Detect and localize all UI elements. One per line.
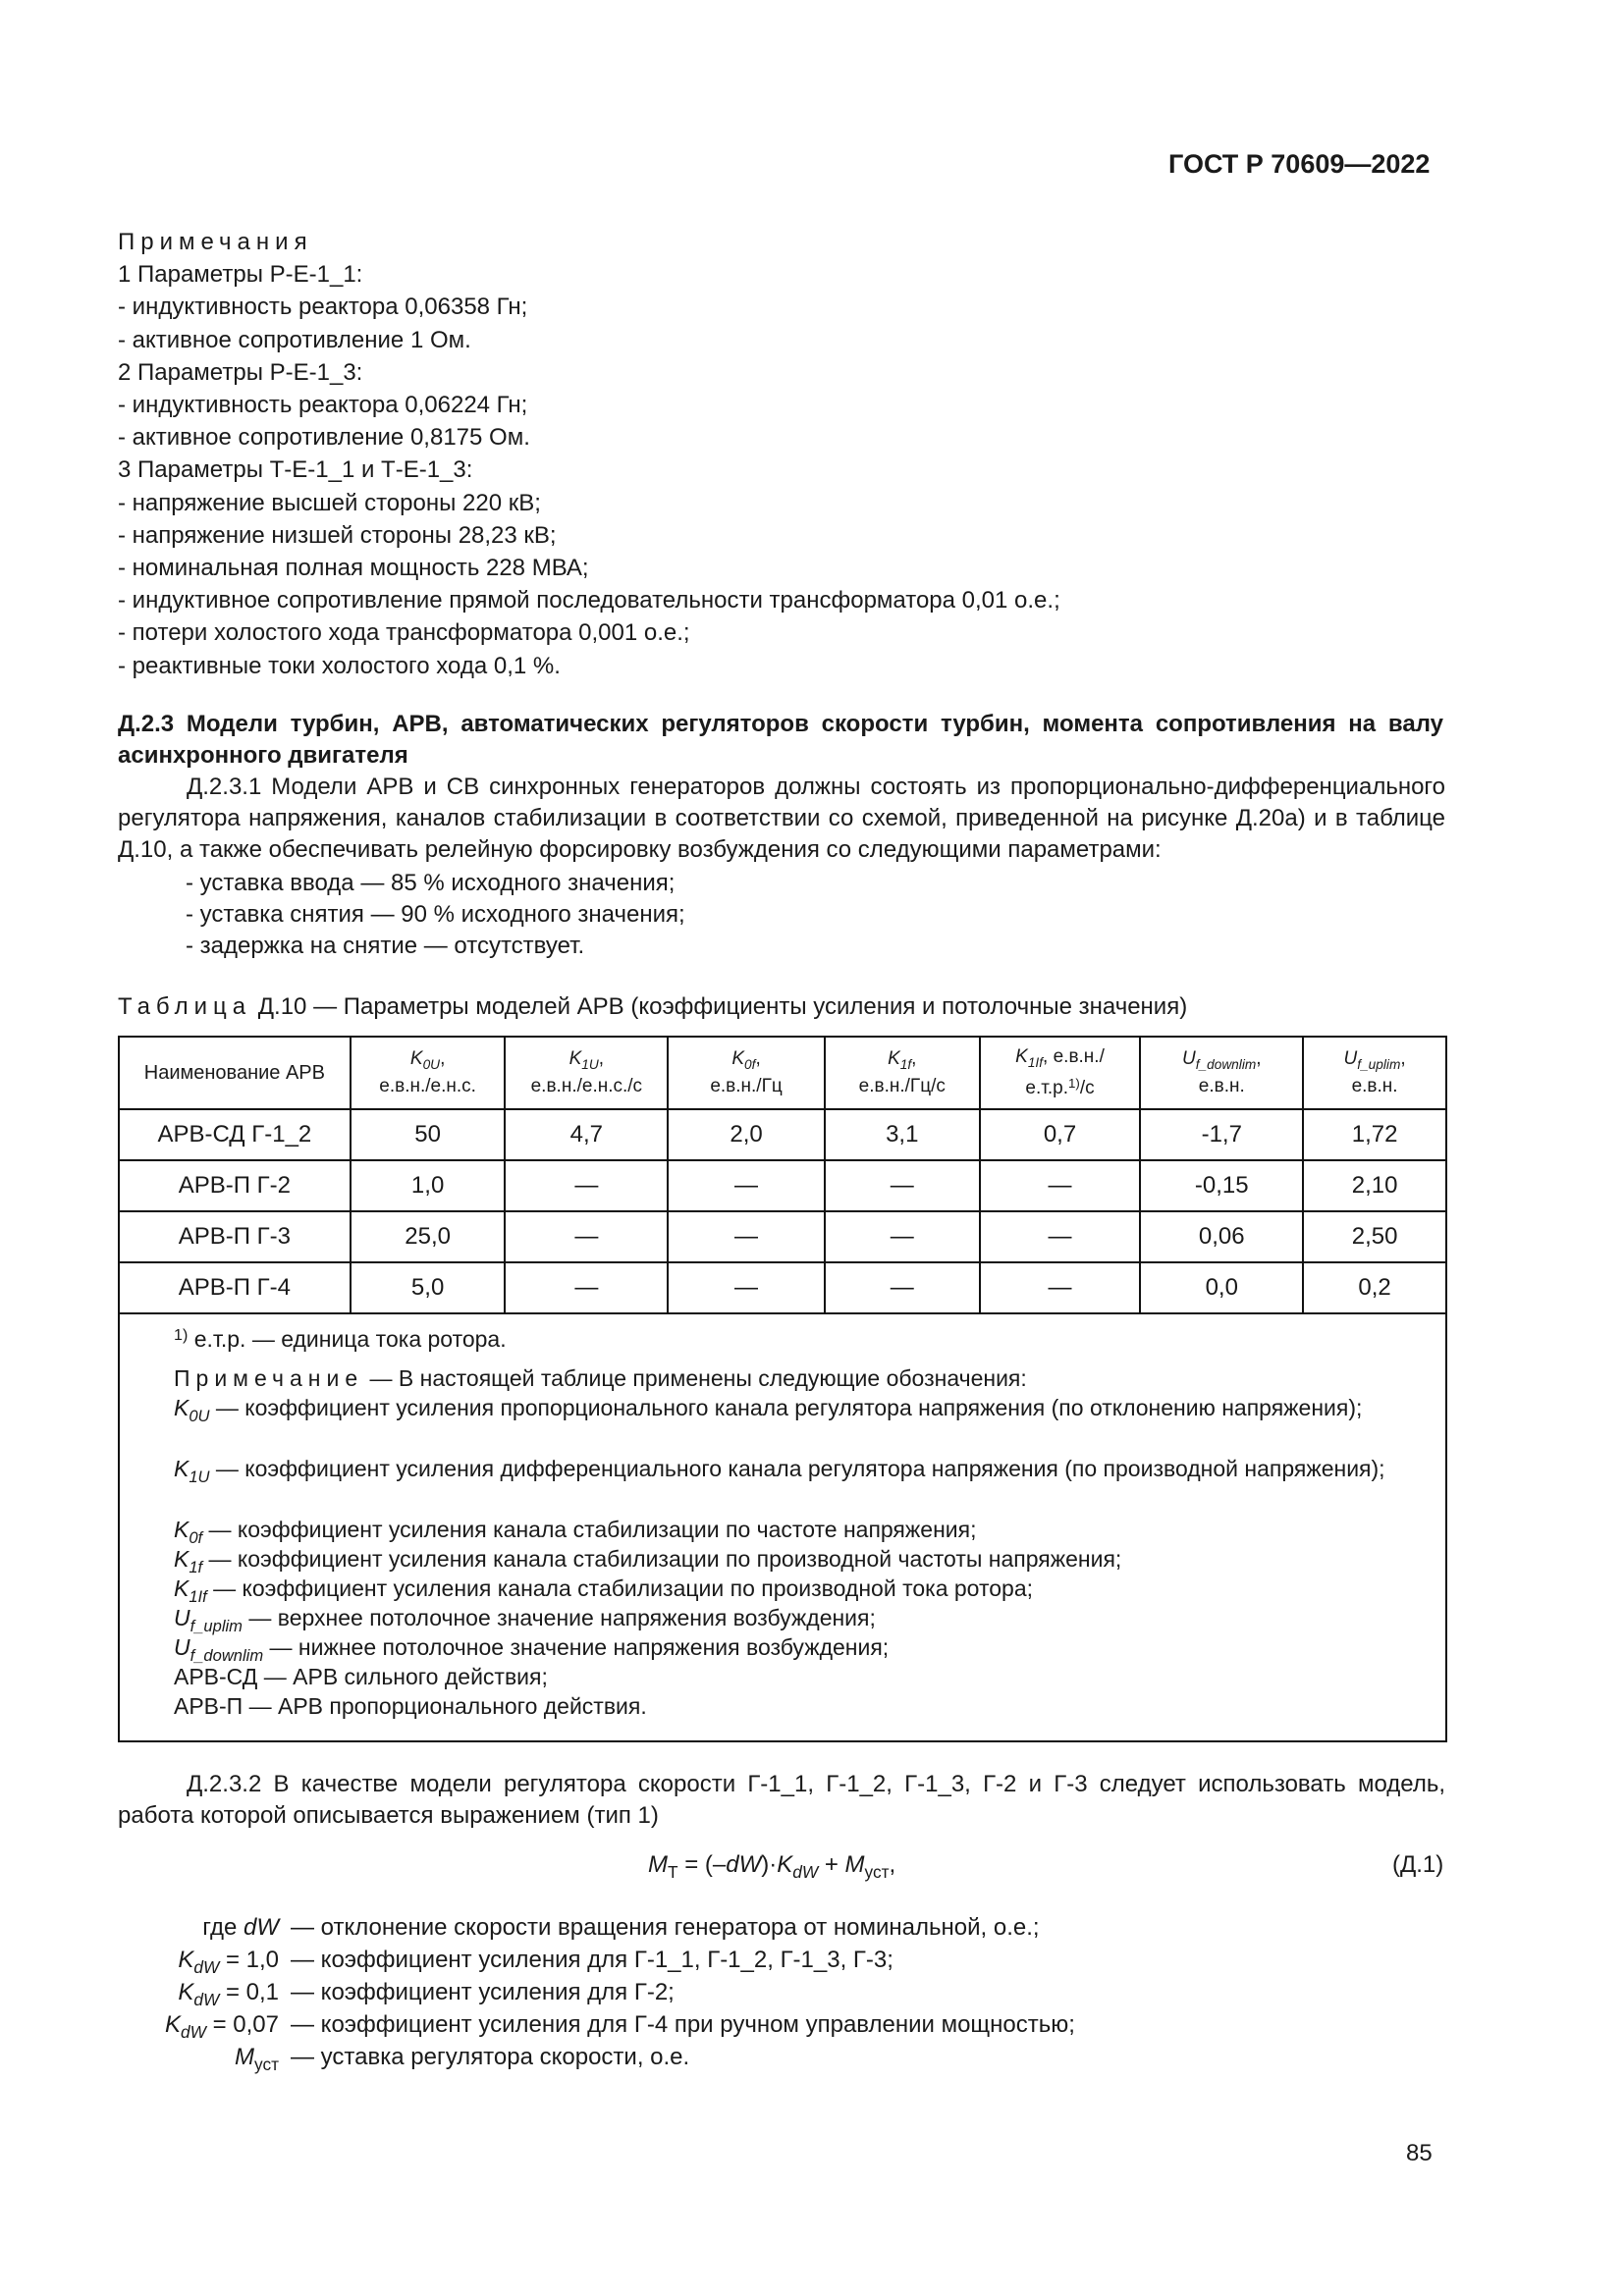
paragraph-d231: Д.2.3.1 Модели АРВ и СВ синхронных генераторов должны состоять из пропорционально-дифференциального регулятора напряжения, каналов стабилизации в соответствии со схемой, приведенной на рисунке Д.20а) и в таблице Д.10, а также обеспечивать релейную форсировку возбуждения со следующими параметрами: [118, 774, 1445, 863]
definition-k1f: $K_{1f}$ — коэффициент усиления канала стабилизации по производной частоты напряжения; [174, 1546, 1122, 1576]
table-cell: 2,10 [1303, 1160, 1446, 1211]
definition-uf-uplim: $U_{f\_uplim}$ — верхнее потолочное значение напряжения возбуждения; [174, 1605, 876, 1635]
where-item: $M_{уст}$ — уставка регулятора скорости, о.е. [235, 2044, 690, 2075]
table-cell: 0,0 [1140, 1262, 1303, 1313]
table-row [119, 1211, 1446, 1262]
table-note-intro: Примечание — В настоящей таблице применены следующие обозначения: [174, 1365, 1027, 1391]
table-cell: — [505, 1262, 668, 1313]
table-cell: — [505, 1211, 668, 1262]
definition-k0f: $K_{0f}$ — коэффициент усиления канала стабилизации по частоте напряжения; [174, 1517, 977, 1547]
notes-block [118, 226, 1060, 682]
table-cell: — [825, 1211, 980, 1262]
forcing-parameters-list [186, 868, 685, 962]
table-cell: АРВ-СД Г-1_2 [119, 1109, 351, 1160]
list-item: - уставка снятия — 90 % исходного значения; [186, 901, 685, 928]
col-header-k1if: $K_{1If}$, е.в.н./ е.т.р.$^{1)}$/с [980, 1037, 1141, 1109]
section-heading: Д.2.3 Модели турбин, АРВ, автоматических регуляторов скорости турбин, момента сопротивления на валу асинхронного двигателя [118, 711, 1443, 769]
note-line: 2 Параметры Р-Е-1_3: [118, 358, 363, 386]
note-line: - активное сопротивление 0,8175 Ом. [118, 424, 530, 452]
note-line: - напряжение низшей стороны 28,23 кВ; [118, 521, 557, 549]
table-cell: 1,0 [351, 1160, 506, 1211]
definition-k1if: $K_{1If}$ — коэффициент усиления канала стабилизации по производной тока ротора; [174, 1575, 1034, 1606]
table-cell: -1,7 [1140, 1109, 1303, 1160]
where-item: $K_{dW} = 0,1$ — коэффициент усиления для Г-2; [178, 1979, 675, 2010]
table-header-row [119, 1037, 1446, 1109]
list-item: - уставка ввода — 85 % исходного значения; [186, 870, 676, 896]
where-item: где dW — отклонение скорости вращения генератора от номинальной, о.е.; [202, 1914, 1040, 1941]
table-caption [118, 993, 1187, 1021]
note-line: 1 Параметры Р-Е-1_1: [118, 261, 363, 289]
table-cell: АРВ-П Г-2 [119, 1160, 351, 1211]
note-line: 3 Параметры Т-Е-1_1 и Т-Е-1_3: [118, 456, 473, 484]
table-cell: — [980, 1211, 1141, 1262]
note-line: - потери холостого хода трансформатора 0,001 о.е.; [118, 619, 690, 647]
col-header-k0f: $K_{0f}$, е.в.н./Гц [668, 1037, 825, 1109]
table-cell: — [505, 1160, 668, 1211]
note-line: - реактивные токи холостого хода 0,1 %. [118, 652, 561, 679]
document-designation: ГОСТ Р 70609—2022 [1168, 149, 1431, 179]
abbreviation-arv-sd: АРВ-СД — АРВ сильного действия; [174, 1664, 548, 1689]
table-cell: — [825, 1160, 980, 1211]
footnote: $^{1)}$ е.т.р. — единица тока ротора. [174, 1326, 507, 1353]
table-cell: — [980, 1262, 1141, 1313]
table-cell: — [825, 1262, 980, 1313]
note-line: - номинальная полная мощность 228 МВА; [118, 555, 589, 582]
table-cell: 0,7 [980, 1109, 1141, 1160]
table-footnotes [118, 1308, 1447, 1742]
table-cell: 50 [351, 1109, 506, 1160]
definition-k0u: $K_{0U}$ — коэффициент усиления пропорционального канала регулятора напряжения (по отклонению напряжения); [174, 1395, 1363, 1425]
note-line: - активное сопротивление 1 Ом. [118, 326, 471, 353]
table-cell: 2,50 [1303, 1211, 1446, 1262]
note-line: - индуктивность реактора 0,06224 Гн; [118, 392, 528, 419]
table-cell: 5,0 [351, 1262, 506, 1313]
table-cell: — [668, 1262, 825, 1313]
notes-title: Примечания [118, 229, 313, 255]
col-header-name: Наименование АРВ [119, 1037, 351, 1109]
table-cell: 4,7 [505, 1109, 668, 1160]
table-cell: АРВ-П Г-3 [119, 1211, 351, 1262]
col-header-uf-downlim: $U_{f\_downlim}$, е.в.н. [1140, 1037, 1303, 1109]
table-caption-label: Таблица [118, 993, 252, 1020]
where-item: $K_{dW} = 1,0$ — коэффициент усиления для Г-1_1, Г-1_2, Г-1_3, Г-3; [178, 1947, 893, 1978]
table-cell: — [980, 1160, 1141, 1211]
col-header-k1u: $K_{1U}$, е.в.н./е.н.с./с [505, 1037, 668, 1109]
arv-parameters-table [118, 1036, 1447, 1314]
definition-k1u: $K_{1U}$ — коэффициент усиления дифференциального канала регулятора напряжения (по производной напряжения); [174, 1456, 1385, 1486]
page-number: 85 [1406, 2140, 1433, 2166]
table-cell: — [668, 1160, 825, 1211]
note-line: - индуктивное сопротивление прямой последовательности трансформатора 0,01 о.е.; [118, 587, 1060, 614]
col-header-uf-uplim: $U_{f\_uplim}$, е.в.н. [1303, 1037, 1446, 1109]
equation-number: (Д.1) [1392, 1851, 1444, 1878]
table-cell: 0,2 [1303, 1262, 1446, 1313]
table-cell: 0,06 [1140, 1211, 1303, 1262]
table-cell: 2,0 [668, 1109, 825, 1160]
table-cell: АРВ-П Г-4 [119, 1262, 351, 1313]
table-row [119, 1160, 1446, 1211]
col-header-k1f: $K_{1f}$, е.в.н./Гц/с [825, 1037, 980, 1109]
paragraph-d232: Д.2.3.2 В качестве модели регулятора скорости Г-1_1, Г-1_2, Г-1_3, Г-2 и Г-3 следует использовать модель, работа которой описывается выражением (тип 1) [118, 1771, 1445, 1829]
table-cell: -0,15 [1140, 1160, 1303, 1211]
table-cell: 3,1 [825, 1109, 980, 1160]
table-cell: 25,0 [351, 1211, 506, 1262]
table-row [119, 1262, 1446, 1313]
table-row [119, 1109, 1446, 1160]
table-cell: 1,72 [1303, 1109, 1446, 1160]
formula-d1: $M_Т = (-dW)\cdot K_{dW} + M_{уст}$, [648, 1851, 896, 1883]
list-item: - задержка на снятие — отсутствует. [186, 933, 585, 959]
table-cell: — [668, 1211, 825, 1262]
definition-uf-downlim: $U_{f\_downlim}$ — нижнее потолочное значение напряжения возбуждения; [174, 1634, 890, 1665]
note-line: - напряжение высшей стороны 220 кВ; [118, 489, 541, 516]
note-line: - индуктивность реактора 0,06358 Гн; [118, 294, 528, 321]
abbreviation-arv-p: АРВ-П — АРВ пропорционального действия. [174, 1693, 647, 1719]
where-item: $K_{dW} = 0,07$ — коэффициент усиления для Г-4 при ручном управлении мощностью; [165, 2011, 1075, 2043]
col-header-k0u: $K_{0U}$, е.в.н./е.н.с. [351, 1037, 506, 1109]
table-caption-text: Д.10 — Параметры моделей АРВ (коэффициенты усиления и потолочные значения) [257, 993, 1188, 1020]
